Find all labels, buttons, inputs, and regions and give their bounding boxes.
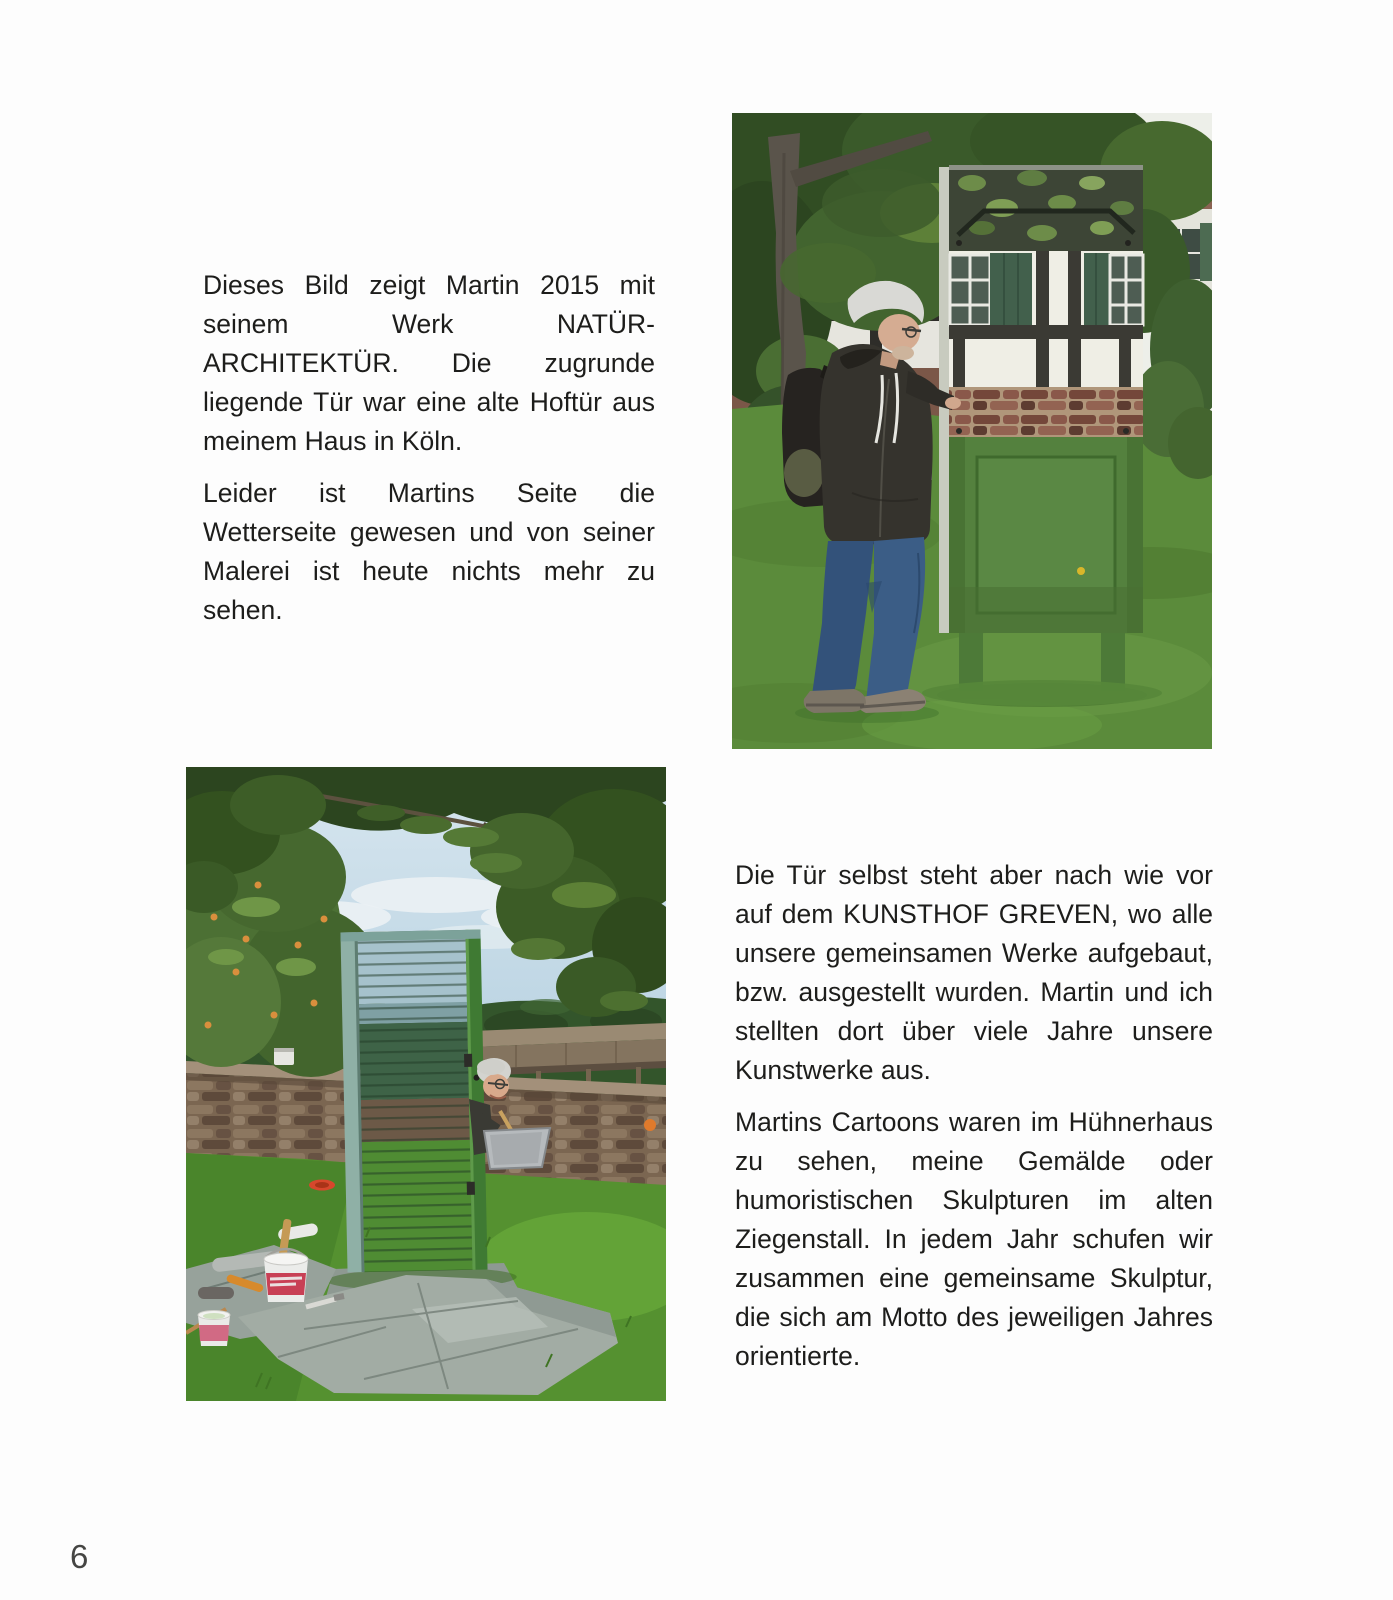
door-window-left: [950, 253, 1032, 325]
photo-martin-with-painted-door: [732, 113, 1212, 749]
left-text-block: [203, 266, 655, 630]
paragraph-1: Dieses Bild zeigt Martin 2015 mit seinem Werk NATÜR-ARCHITEKTÜR. Die zugrunde liegende Tür war eine alte Hoftür aus meinem Haus in Köln.: [203, 270, 655, 456]
painted-door: [922, 165, 1162, 707]
page-number: 6: [70, 1538, 90, 1575]
orange-ball: [644, 1119, 656, 1131]
door-hinge: [467, 1182, 475, 1195]
photo-green-door-in-garden: [186, 767, 666, 1401]
door-window-right: [1084, 253, 1143, 325]
photo-garden-door-illustration: [186, 767, 666, 1401]
door-hinge: [464, 1054, 472, 1067]
paragraph-2: Leider ist Martins Seite die Wetterseite gewesen und von seiner Malerei ist heute nichts mehr zu sehen.: [203, 478, 655, 625]
right-text-block: [735, 856, 1213, 1376]
photo-martin-illustration: [732, 113, 1212, 749]
bucket-on-wall: [274, 1048, 294, 1065]
paragraph-4: Martins Cartoons waren im Hühnerhaus zu sehen, meine Gemälde oder humoristischen Skulpturen im alten Ziegenstall. In jedem Jahr schufen wir zusammen eine gemeinsame Skulptur, die sich am Motto des jeweiligen Jahres orientierte.: [735, 1107, 1213, 1371]
paragraph-3: Die Tür selbst steht aber nach wie vor auf dem KUNSTHOF GREVEN, wo alle unsere gemeinsamen Werke aufgebaut, bzw. ausgestellt wurden. Martin und ich stellten dort über viele Jahre unsere Kunstwerke aus.: [735, 860, 1213, 1085]
